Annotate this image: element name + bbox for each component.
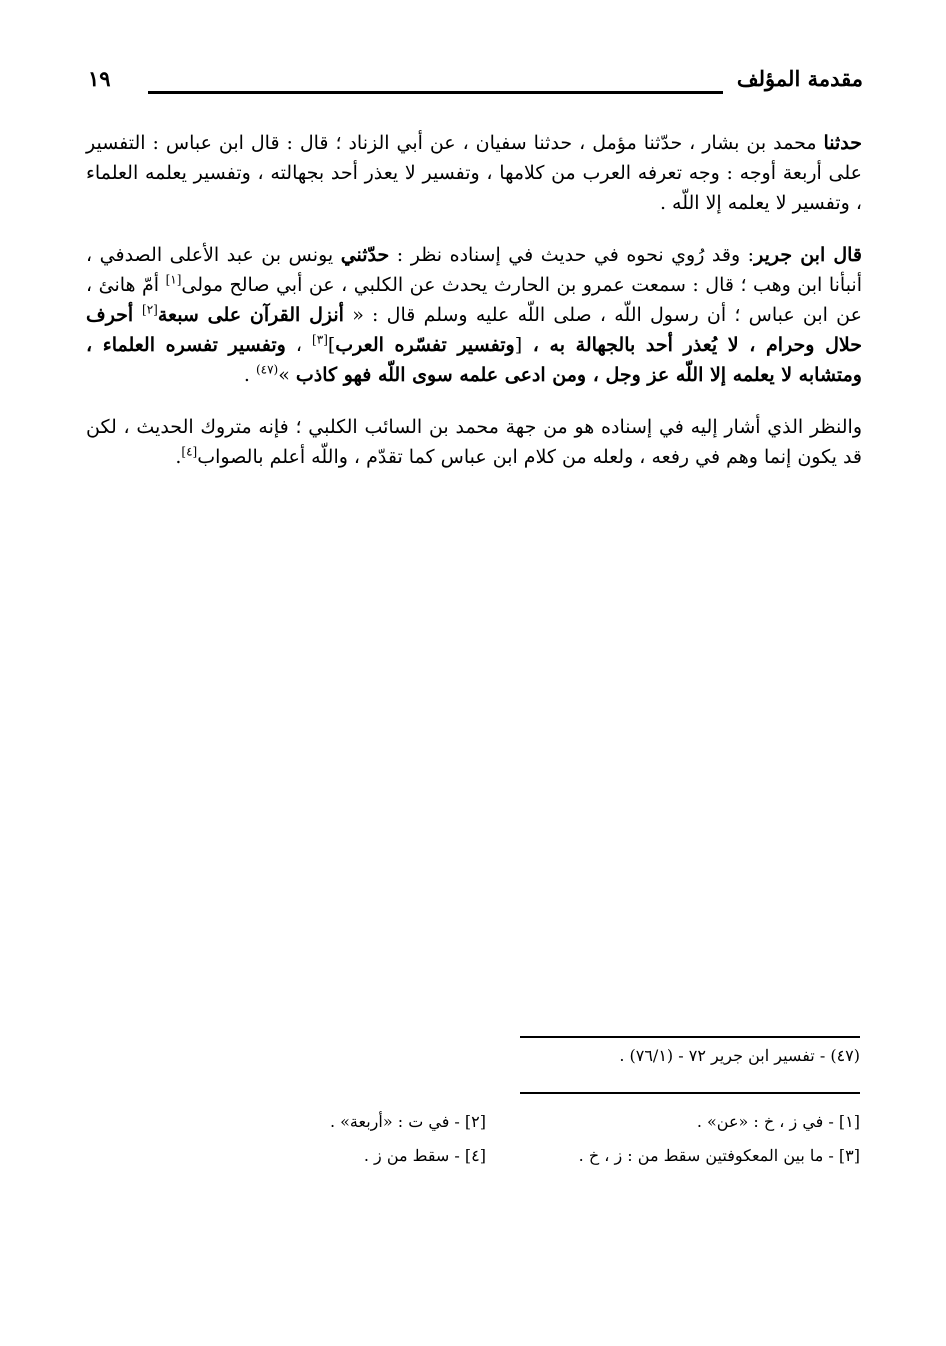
paragraph-1 — [86, 128, 862, 218]
bracket-open: [ — [514, 334, 523, 356]
footnote-47: (٤٧) - تفسير ابن جرير ٧٢ - (٧٦/١) . — [619, 1046, 860, 1065]
paragraph-text: ، — [285, 334, 313, 356]
footnote-ref-47[interactable]: (٤٧) — [255, 362, 279, 377]
paragraph-text: : وقد رُوي نحوه في حديث في إسناده نظر : — [389, 244, 755, 266]
footnote-ref-4[interactable]: [٤] — [181, 444, 198, 459]
footnote-3: [٣] - ما بين المعكوفتين سقط من : ز ، خ . — [578, 1146, 860, 1165]
hadith-text: أنزل القرآن على سبعة — [157, 304, 344, 326]
footnote-4: [٤] - سقط من ز . — [363, 1146, 486, 1165]
paragraph-bold: حدّثني — [340, 244, 390, 266]
footnote-1: [١] - في ز ، خ : «عن» . — [696, 1112, 860, 1131]
paragraph-text: . — [175, 446, 182, 468]
paragraph-text: . — [243, 364, 256, 386]
running-header — [88, 66, 863, 106]
paragraph-2 — [86, 240, 862, 390]
hadith-text: أحرف حلال وحرام ، لا يُعذر أحد بالجهالة به ، — [86, 304, 862, 356]
paragraph-text: أمّ هانئ ، عن ابن عباس ؛ أن رسول اللّه ، صلى اللّه عليه وسلم قال : « — [86, 274, 862, 326]
paragraph-lead: حدثنا — [823, 132, 862, 154]
paragraph-text: والنظر الذي أشار إليه في إسناده هو من جهة محمد بن السائب الكلبي ؛ فإنه متروك الحديث ، لكن قد يكون إنما وهم في رفعه ، ولعله من كلام ابن عباس كما تقدّم ، واللّه أعلم بالصواب — [86, 416, 862, 468]
footnote-2: [٢] - في ت : «أربعة» . — [329, 1112, 486, 1131]
footnote-ref-3[interactable]: [٣] — [312, 332, 328, 347]
header-rule — [148, 91, 723, 94]
chapter-title: مقدمة المؤلف — [736, 66, 863, 91]
paragraph-text: يونس بن عبد الأعلى الصدفي ، أنبأنا ابن وهب ؛ قال : سمعت عمرو بن الحارث يحدث عن الكلبي ، عن أبي صالح مولى — [86, 244, 862, 296]
paragraph-lead: قال ابن جرير — [754, 244, 862, 266]
paragraph-text: محمد بن بشار ، حدّثنا مؤمل ، حدثنا سفيان ، عن أبي الزناد ؛ قال : قال ابن عباس : التفسير على أربعة أوجه : وجه تعرفه العرب من كلامها ، وتفسير لا يعذر أحد بجهالته ، وتفسير يعلمه العلماء ، وتفسير لا يعلمه إلا اللّه . — [86, 132, 862, 214]
hadith-text: وتفسير تفسره العلماء ، ومتشابه لا يعلمه إلا اللّه عز وجل ، ومن ادعى علمه سوى اللّه فهو كاذب — [86, 334, 862, 386]
paragraph-text: » — [278, 364, 296, 386]
footnote-ref-2[interactable]: [٢] — [142, 302, 158, 317]
page-number: ١٩ — [88, 66, 111, 91]
footnote-ref-1[interactable]: [١] — [165, 272, 182, 287]
bracket-close: ] — [327, 334, 336, 356]
paragraph-3 — [86, 412, 862, 472]
footnote-separator — [520, 1092, 860, 1094]
footnote-separator — [520, 1036, 860, 1038]
body-text — [86, 128, 862, 494]
hadith-text: وتفسير تفسّره العرب — [335, 334, 515, 356]
